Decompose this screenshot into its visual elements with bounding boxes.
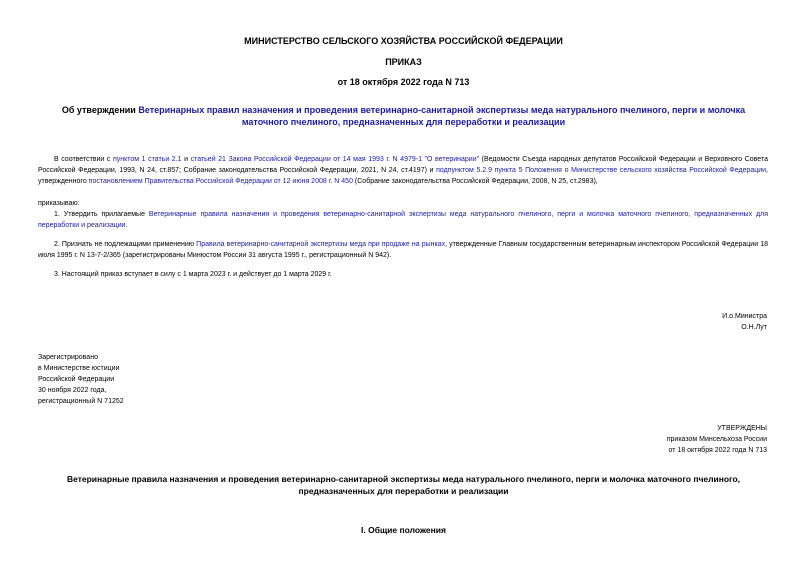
document-date-number: от 18 октября 2022 года N 713 [337,77,470,87]
registration-line-2: в Министерстве юстиции [38,365,120,372]
approved-line-2: приказом Минсельхоза России [666,436,767,443]
approved-block [667,423,767,456]
title-link[interactable]: Ветеринарных правил назначения и проведения ветеринарно-санитарной экспертизы меда натурального пчелиного, перги и молочка маточного пчелиного, предназначенных для переработки и реализации [138,105,746,127]
registration-block [38,352,124,407]
item-1-text-2: . [125,222,128,229]
government-resolution-link[interactable]: постановлением Правительства Российской Федерации от 12 июня 2008 г. N 450 [88,178,353,185]
preamble-text-3: (Ведомости Съезда народных депутатов Российской Федерации и Верховного Совета Российской Федерации, 1993, N 24, ст.857; Собрание законодательства Российской Федерации, 2021, N 24, ст.4197) и [38,156,768,174]
section-title: I. Общие положения [361,525,446,535]
signature-block [722,311,767,333]
approved-line-1: УТВЕРЖДЕНЫ [717,425,767,432]
registration-line-4: 30 ноября 2022 года, [38,387,107,394]
preamble-text-2: и [181,156,191,163]
preamble-text-4: , утвержденного [38,167,768,185]
approved-rules-link[interactable]: Ветеринарные правила назначения и проведения ветеринарно-санитарной экспертизы меда натурального пчелиного, перги и молочка маточного пчелиного, предназначенных для переработки и реализации [38,211,768,229]
item-2-paragraph [38,239,768,261]
registration-line-1: Зарегистрировано [38,354,98,361]
approved-line-3: от 18 октября 2022 года N 713 [668,447,767,454]
document-title [38,104,769,128]
item-1-text-1: 1. Утвердить прилагаемые [54,211,149,218]
signature-role: И.о.Министра [722,313,767,320]
preamble-text-5: (Собрание законодательства Российской Федерации, 2008, N 25, ст.2983), [352,178,598,185]
order-word: приказываю: [38,200,80,207]
market-rules-link[interactable]: Правила ветеринарно-санитарной экспертизы меда при продаже на рынках [196,241,446,248]
ministry-regulation-link[interactable]: подпунктом 5.2.9 пункта 5 Положения о Министерстве сельского хозяйства Российской Федерации [436,167,767,174]
law-article-link[interactable]: пунктом 1 статьи 2.1 [112,156,182,163]
registration-line-5: регистрационный N 71252 [38,398,124,405]
item-2-text-1: 2. Признать не подлежащими применению [54,241,197,248]
document-type: ПРИКАЗ [385,57,422,67]
registration-line-3: Российской Федерации [38,376,115,383]
law-veterinary-link[interactable]: статьей 21 Закона Российской Федерации от 14 мая 1993 г. N 4979-1 "О ветеринарии" [190,156,480,163]
rules-title: Ветеринарные правила назначения и проведения ветеринарно-санитарной экспертизы меда натурального пчелиного, перги и молочка маточного пчелиного, предназначенных для переработки и реализации [66,474,741,496]
preamble-text-1: В соответствии с [54,156,113,163]
signature-name: О.Н.Лут [741,324,767,331]
item-1-paragraph [38,209,768,231]
preamble-paragraph [38,154,768,187]
item-3-paragraph: 3. Настоящий приказ вступает в силу с 1 марта 2023 г. и действует до 1 марта 2029 г. [54,271,332,278]
title-prefix: Об утверждении [61,105,139,115]
item-2-text-2: , утвержденные Главным государственным ветеринарным инспектором Российской Федерации 18 июля 1995 г. N 13-7-2/365 (зарегистрированы Минюстом России 31 августа 1995 г., регистрационный N 942). [38,241,769,259]
ministry-heading: МИНИСТЕРСТВО СЕЛЬСКОГО ХОЗЯЙСТВА РОССИЙСКОЙ ФЕДЕРАЦИИ [244,36,563,46]
